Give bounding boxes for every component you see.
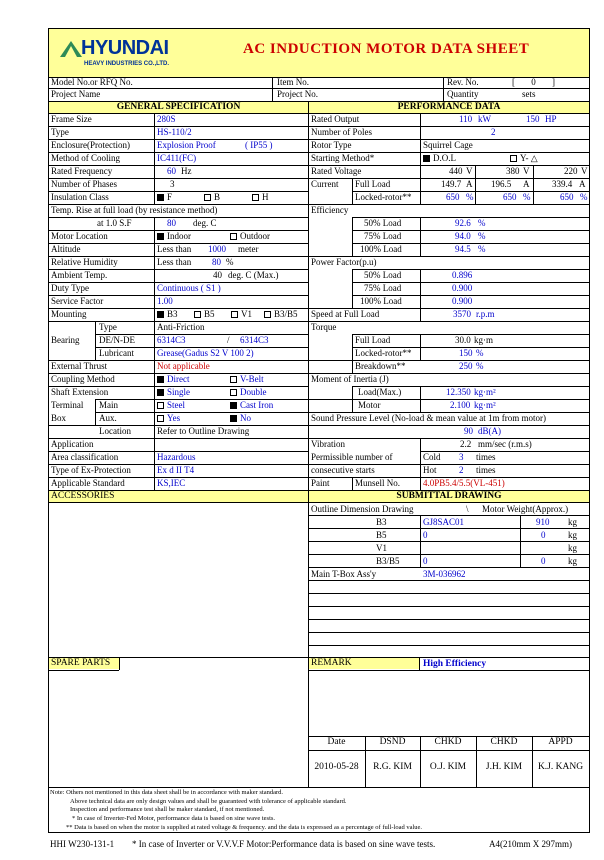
rated-output-kw-unit: kW bbox=[478, 114, 491, 124]
eff-100-unit: % bbox=[478, 244, 486, 254]
cooling-value: IC411(FC) bbox=[157, 153, 197, 163]
signoff-chkd-1: O.J. KIM bbox=[429, 762, 467, 772]
shaft-single-label: Single bbox=[167, 387, 191, 397]
temp-rise-unit: deg. C bbox=[193, 218, 217, 228]
altitude-value: 1000 bbox=[208, 244, 226, 254]
cold-unit: times bbox=[476, 452, 496, 462]
service-factor-value: 1.00 bbox=[157, 296, 173, 306]
enclosure-value: Explosion Proof bbox=[157, 140, 216, 150]
insulation-f-checkbox[interactable] bbox=[157, 192, 172, 203]
starts-label-2: consecutive starts bbox=[311, 465, 375, 475]
speed-label: Speed at Full Load bbox=[311, 309, 380, 319]
humidity-label: Relative Humidity bbox=[51, 257, 118, 267]
mount-b3b5-checkbox[interactable] bbox=[264, 309, 298, 320]
sub-weight-b3: 910 bbox=[536, 517, 550, 527]
unchecked-box-icon bbox=[264, 311, 271, 318]
standard-value: KS,IEC bbox=[157, 478, 186, 488]
inertia-load-value: 12.350 bbox=[446, 387, 471, 397]
eff-50-unit: % bbox=[478, 218, 486, 228]
mount-v1-label: V1 bbox=[241, 309, 252, 319]
current-3: 339.4 bbox=[552, 179, 573, 189]
note-1: Note: Others not mentioned in this data sheet shall be in accordance with maker standard. bbox=[50, 789, 284, 796]
outline-drawing-label: Outline Dimension Drawing bbox=[311, 504, 414, 514]
location-indoor-label: Indoor bbox=[167, 231, 191, 241]
outline-sep: \ bbox=[466, 504, 469, 514]
external-thrust-label: External Thrust bbox=[51, 361, 108, 371]
quantity-label: Quantity bbox=[447, 89, 479, 99]
locked-rotor-3: 650 bbox=[560, 192, 574, 202]
altitude-unit: meter bbox=[238, 244, 259, 254]
box-label: Box bbox=[51, 413, 67, 423]
bearing-sep: / bbox=[227, 335, 230, 345]
area-value: Hazardous bbox=[157, 452, 196, 462]
sub-unit-b3: kg bbox=[568, 517, 577, 527]
signoff-appd: K.J. KANG bbox=[537, 762, 584, 772]
note-2: Above technical data are only design values and shall be guaranteed with tolerance of applicable standard. bbox=[70, 798, 347, 805]
tbox-aux-label: Aux. bbox=[99, 413, 117, 423]
voltage-unit-3: V bbox=[581, 166, 588, 176]
temp-rise-label: Temp. Rise at full load (by resistance method) bbox=[51, 205, 218, 215]
shaft-label: Shaft Extension bbox=[51, 387, 109, 397]
type-value: HS-110/2 bbox=[157, 127, 192, 137]
eff-100-value: 94.5 bbox=[455, 244, 471, 254]
temp-rise-value: 80 bbox=[167, 218, 176, 228]
shaft-single-checkbox[interactable] bbox=[157, 387, 190, 398]
voltage-1: 440 bbox=[449, 166, 463, 176]
remark-header: REMARK bbox=[309, 658, 419, 669]
signoff-chkd-2: J.H. KIM bbox=[485, 762, 523, 772]
checked-box-icon bbox=[230, 402, 237, 409]
sub-drawing-b5: 0 bbox=[423, 530, 428, 540]
speed-unit: r.p.m bbox=[476, 309, 495, 319]
locked-rotor-1: 650 bbox=[446, 192, 460, 202]
footer-note: * In case of Inverter or V.V.V.F Motor:Performance data is based on sine wave tests. bbox=[132, 839, 436, 849]
tbox-assy-label: Main T-Box Ass'y bbox=[311, 569, 377, 579]
tbox-steel-checkbox[interactable] bbox=[157, 400, 185, 411]
sub-mount-b3: B3 bbox=[376, 517, 387, 527]
tbox-no-checkbox[interactable] bbox=[230, 413, 251, 424]
mounting-label: Mounting bbox=[51, 309, 87, 319]
spl-unit: dB(A) bbox=[478, 426, 501, 436]
cold-label: Cold bbox=[423, 452, 441, 462]
bearing-de-label: DE/N-DE bbox=[99, 335, 135, 345]
torque-full-load-label: Full Load bbox=[355, 335, 391, 345]
humidity-unit: % bbox=[226, 257, 234, 267]
application-label: Application bbox=[51, 439, 94, 449]
ambient-unit: deg. C (Max.) bbox=[228, 270, 279, 280]
frame-size-label: Frame Size bbox=[51, 114, 92, 124]
submittal-header: SUBMITTAL DRAWING bbox=[309, 491, 589, 502]
voltage-label: Rated Voltage bbox=[311, 166, 362, 176]
checked-box-icon bbox=[157, 194, 164, 201]
project-no-label: Project No. bbox=[277, 89, 318, 99]
bearing-type-label: Type bbox=[99, 322, 117, 332]
lubricant-value: Grease(Gadus S2 V 100 2) bbox=[157, 348, 254, 358]
unchecked-box-icon bbox=[157, 402, 164, 409]
standard-label: Applicable Standard bbox=[51, 478, 125, 488]
locked-rotor-unit-1: % bbox=[466, 192, 474, 202]
bearing-nde-value: 6314C3 bbox=[240, 335, 269, 345]
rev-no-label: Rev. No. bbox=[447, 77, 479, 87]
ambient-value: 40 bbox=[213, 270, 222, 280]
current-1: 149.7 bbox=[441, 179, 462, 189]
tbox-location-value: Refer to Outline Drawing bbox=[157, 426, 250, 436]
sub-drawing-b3b5: 0 bbox=[423, 556, 428, 566]
poles-label: Number of Poles bbox=[311, 127, 372, 137]
speed-value: 3570 bbox=[453, 309, 471, 319]
hot-label: Hot bbox=[423, 465, 437, 475]
humidity-value: 80 bbox=[212, 257, 221, 267]
torque-breakdown-label: Breakdown** bbox=[355, 361, 406, 371]
eff-50-label: 50% Load bbox=[364, 218, 402, 228]
signoff-dsnd: R.G. KIM bbox=[373, 762, 412, 772]
sub-mount-b5: B5 bbox=[376, 530, 387, 540]
ex-protection-value: Ex d II T4 bbox=[157, 465, 195, 475]
sub-mount-b3b5: B3/B5 bbox=[376, 556, 400, 566]
inertia-motor-unit: kg·m² bbox=[474, 400, 496, 410]
checked-box-icon bbox=[157, 233, 164, 240]
coupling-vbelt-checkbox[interactable] bbox=[230, 374, 264, 385]
shaft-double-checkbox[interactable] bbox=[230, 387, 267, 398]
eff-75-value: 94.0 bbox=[455, 231, 471, 241]
ambient-label: Ambient Temp. bbox=[51, 270, 108, 280]
eff-75-label: 75% Load bbox=[364, 231, 402, 241]
item-no-label: Item No. bbox=[277, 77, 309, 87]
pf-50-value: 0.896 bbox=[452, 270, 473, 280]
logo-text: HYUNDAI bbox=[81, 37, 169, 59]
accessories-header: ACCESSORIES bbox=[49, 491, 308, 502]
torque-locked-rotor-value: 150 bbox=[459, 348, 473, 358]
tbox-castiron-checkbox[interactable] bbox=[230, 400, 273, 411]
altitude-prefix: Less than bbox=[157, 244, 192, 254]
temp-rise-at: at 1.0 S.F bbox=[97, 218, 132, 228]
project-name-label: Project Name bbox=[51, 89, 101, 99]
lubricant-label: Lubricant bbox=[99, 348, 134, 358]
frequency-label: Rated Frequency bbox=[51, 166, 113, 176]
location-label: Motor Location bbox=[51, 231, 108, 241]
footer-doc-no: HHI W230-131-1 bbox=[50, 839, 115, 849]
inertia-load-label: Load(Max.) bbox=[358, 387, 402, 397]
pf-50-label: 50% Load bbox=[364, 270, 402, 280]
rotor-value: Squirrel Cage bbox=[423, 140, 473, 150]
area-label: Area classification bbox=[51, 452, 119, 462]
service-factor-label: Service Factor bbox=[51, 296, 104, 306]
current-label: Current bbox=[311, 179, 339, 189]
start-yd-checkbox[interactable] bbox=[510, 153, 538, 164]
unchecked-box-icon bbox=[230, 376, 237, 383]
note-3: Inspection and performance test shall be maker standard, if not mentioned. bbox=[70, 806, 265, 813]
efficiency-label: Efficiency bbox=[311, 205, 349, 215]
page-title: AC INDUCTION MOTOR DATA SHEET bbox=[243, 41, 530, 57]
cold-value: 3 bbox=[459, 452, 464, 462]
note-4: * In case of Inverter-Fed Motor, performance data is based on sine wave tests. bbox=[72, 815, 276, 822]
rated-output-label: Rated Output bbox=[311, 114, 360, 124]
eff-50-value: 92.6 bbox=[455, 218, 471, 228]
shaft-double-label: Double bbox=[240, 387, 267, 397]
duty-label: Duty Type bbox=[51, 283, 89, 293]
unchecked-box-icon bbox=[204, 194, 211, 201]
signoff-header-dsnd: DSND bbox=[379, 737, 406, 747]
inertia-label: Moment of Inertia (J) bbox=[311, 374, 389, 384]
logo-subtext: HEAVY INDUSTRIES CO.,LTD. bbox=[84, 61, 170, 67]
munsell-label: Munsell No. bbox=[355, 478, 400, 488]
paint-label: Paint bbox=[311, 478, 330, 488]
type-label: Type bbox=[51, 127, 69, 137]
mount-b3-label: B3 bbox=[167, 309, 178, 319]
vibration-unit: mm/sec (r.m.s) bbox=[478, 439, 532, 449]
start-yd-label: Y- △ bbox=[520, 153, 538, 163]
location-outdoor-label: Outdoor bbox=[240, 231, 270, 241]
tbox-steel-label: Steel bbox=[167, 400, 185, 410]
unchecked-box-icon bbox=[510, 155, 517, 162]
unchecked-box-icon bbox=[157, 415, 164, 422]
frame-size-value: 280S bbox=[157, 114, 176, 124]
tbox-no-label: No bbox=[240, 413, 251, 423]
insulation-h-checkbox[interactable] bbox=[252, 192, 269, 203]
current-unit-3: A bbox=[579, 179, 586, 189]
duty-value: Continuous ( S1 ) bbox=[157, 283, 221, 293]
tbox-main-label: Main bbox=[99, 400, 118, 410]
ex-protection-label: Type of Ex-Protection bbox=[51, 465, 131, 475]
start-dol-label: D.O.L bbox=[433, 153, 456, 163]
pf-100-label: 100% Load bbox=[360, 296, 402, 306]
sub-mount-v1: V1 bbox=[376, 543, 387, 553]
torque-locked-rotor-unit: % bbox=[476, 348, 484, 358]
insulation-b-label: B bbox=[214, 192, 221, 202]
unchecked-box-icon bbox=[252, 194, 259, 201]
checked-box-icon bbox=[157, 311, 164, 318]
current-unit-2: A bbox=[523, 179, 530, 189]
unchecked-box-icon bbox=[231, 311, 238, 318]
vibration-value: 2.2 bbox=[460, 439, 472, 449]
torque-locked-rotor-label: Locked-rotor** bbox=[355, 348, 412, 358]
cooling-label: Method of Cooling bbox=[51, 153, 120, 163]
spare-parts-header: SPARE PARTS bbox=[49, 658, 119, 669]
tbox-location-label: Location bbox=[99, 426, 131, 436]
bearing-de-value: 6314C3 bbox=[157, 335, 186, 345]
footer-size: A4(210mm X 297mm) bbox=[489, 839, 572, 849]
spl-label: Sound Pressure Level (No-load & mean value at 1m from motor) bbox=[311, 413, 546, 423]
pf-75-value: 0.900 bbox=[452, 283, 473, 293]
sub-weight-b5: 0 bbox=[541, 530, 546, 540]
munsell-value: 4.0PB5.4/5.5(VL-451) bbox=[423, 478, 505, 488]
motor-weight-label: Motor Weight(Approx.) bbox=[482, 504, 569, 514]
eff-100-label: 100% Load bbox=[360, 244, 402, 254]
torque-breakdown-value: 250 bbox=[459, 361, 473, 371]
checked-box-icon bbox=[423, 155, 430, 162]
mount-b5-label: B5 bbox=[204, 309, 215, 319]
eff-75-unit: % bbox=[478, 231, 486, 241]
pf-75-label: 75% Load bbox=[364, 283, 402, 293]
mount-v1-checkbox[interactable] bbox=[231, 309, 252, 320]
locked-rotor-unit-2: % bbox=[523, 192, 531, 202]
coupling-direct-label: Direct bbox=[167, 374, 190, 384]
tbox-yes-label: Yes bbox=[167, 413, 181, 423]
start-dol-checkbox[interactable] bbox=[423, 153, 456, 164]
current-unit-1: A bbox=[466, 179, 473, 189]
sub-unit-b5: kg bbox=[568, 530, 577, 540]
general-spec-header: GENERAL SPECIFICATION bbox=[49, 102, 308, 113]
note-5: ** Data is based on when the motor is supplied at rated voltage & frequency. and the data is expressed as a percentage of full-load value. bbox=[66, 824, 423, 831]
rated-output-hp: 150 bbox=[526, 114, 540, 124]
external-thrust-value: Not applicable bbox=[157, 361, 210, 371]
rotor-label: Rotor Type bbox=[311, 140, 352, 150]
humidity-prefix: Less than bbox=[157, 257, 192, 267]
unchecked-box-icon bbox=[194, 311, 201, 318]
coupling-vbelt-label: V-Belt bbox=[240, 374, 264, 384]
rev-no-value: [ 0 ] bbox=[512, 77, 555, 87]
hyundai-logo-mark-icon bbox=[60, 41, 82, 57]
torque-label: Torque bbox=[311, 322, 337, 332]
checked-box-icon bbox=[157, 389, 164, 396]
mount-b3b5-label: B3/B5 bbox=[274, 309, 298, 319]
hyundai-logo bbox=[60, 39, 182, 73]
phases-label: Number of Phases bbox=[51, 179, 117, 189]
vibration-label: Vibration bbox=[311, 439, 345, 449]
torque-full-load-value: 30.0 bbox=[455, 335, 471, 345]
mount-b5-checkbox[interactable] bbox=[194, 309, 215, 320]
model-no-label: Model No.or RFQ No. bbox=[51, 77, 133, 87]
frequency-unit: Hz bbox=[181, 166, 192, 176]
starts-label-1: Permissible number of bbox=[311, 452, 393, 462]
signoff-header-chkd-2: CHKD bbox=[490, 737, 518, 747]
insulation-label: Insulation Class bbox=[51, 192, 109, 202]
quantity-unit: sets bbox=[522, 89, 536, 99]
remark-value: High Efficiency bbox=[423, 659, 487, 669]
coupling-direct-checkbox[interactable] bbox=[157, 374, 190, 385]
torque-breakdown-unit: % bbox=[476, 361, 484, 371]
hot-value: 2 bbox=[459, 465, 464, 475]
enclosure-ip: ( IP55 ) bbox=[245, 140, 273, 150]
signoff-header-date: Date bbox=[327, 737, 346, 747]
sub-unit-b3b5: kg bbox=[568, 556, 577, 566]
sub-weight-b3b5: 0 bbox=[541, 556, 546, 566]
terminal-label: Terminal bbox=[51, 400, 84, 410]
sub-drawing-b3: GJ8SAC01 bbox=[423, 517, 465, 527]
inertia-motor-label: Motor bbox=[358, 400, 381, 410]
inertia-load-unit: kg·m² bbox=[474, 387, 496, 397]
checked-box-icon bbox=[230, 415, 237, 422]
torque-full-load-unit: kg·m bbox=[474, 335, 493, 345]
insulation-h-label: H bbox=[262, 192, 269, 202]
pf-100-value: 0.900 bbox=[452, 296, 473, 306]
voltage-unit-2: V bbox=[523, 166, 530, 176]
spl-value: 90 bbox=[464, 426, 473, 436]
frequency-value: 60 bbox=[167, 166, 176, 176]
insulation-b-checkbox[interactable] bbox=[204, 192, 220, 203]
tbox-assy-value: 3M-036962 bbox=[423, 569, 466, 579]
locked-rotor-label: Locked-rotor** bbox=[355, 192, 412, 202]
checked-box-icon bbox=[157, 376, 164, 383]
signoff-header-appd: APPD bbox=[548, 737, 573, 747]
altitude-label: Altitude bbox=[51, 244, 81, 254]
rated-output-hp-unit: HP bbox=[545, 114, 557, 124]
locked-rotor-2: 650 bbox=[503, 192, 517, 202]
location-outdoor-checkbox[interactable] bbox=[230, 231, 270, 242]
bearing-type-value: Anti-Friction bbox=[157, 322, 205, 332]
tbox-castiron-label: Cast Iron bbox=[240, 400, 274, 410]
enclosure-label: Enclosure(Protection) bbox=[51, 140, 130, 150]
current-2: 196.5 bbox=[491, 179, 512, 189]
hot-unit: times bbox=[476, 465, 496, 475]
voltage-unit-1: V bbox=[466, 166, 473, 176]
signoff-header-chkd-1: CHKD bbox=[434, 737, 462, 747]
voltage-2: 380 bbox=[506, 166, 520, 176]
insulation-f-label: F bbox=[167, 192, 173, 202]
voltage-3: 220 bbox=[564, 166, 578, 176]
unchecked-box-icon bbox=[230, 389, 237, 396]
current-full-load-label: Full Load bbox=[355, 179, 391, 189]
phases-value: 3 bbox=[170, 179, 175, 189]
locked-rotor-unit-3: % bbox=[580, 192, 588, 202]
mount-b3-checkbox[interactable] bbox=[157, 309, 178, 320]
performance-header: PERFORMANCE DATA bbox=[309, 102, 589, 113]
coupling-label: Coupling Method bbox=[51, 374, 115, 384]
unchecked-box-icon bbox=[230, 233, 237, 240]
poles-value: 2 bbox=[491, 127, 496, 137]
rated-output-kw: 110 bbox=[459, 114, 473, 124]
signoff-date: 2010-05-28 bbox=[314, 762, 359, 772]
tbox-yes-checkbox[interactable] bbox=[157, 413, 180, 424]
location-indoor-checkbox[interactable] bbox=[157, 231, 191, 242]
starting-label: Starting Method* bbox=[311, 153, 375, 163]
sub-unit-v1: kg bbox=[568, 543, 577, 553]
inertia-motor-value: 2.100 bbox=[450, 400, 471, 410]
power-factor-label: Power Factor(p.u) bbox=[311, 257, 377, 267]
bearing-label: Bearing bbox=[51, 335, 80, 345]
